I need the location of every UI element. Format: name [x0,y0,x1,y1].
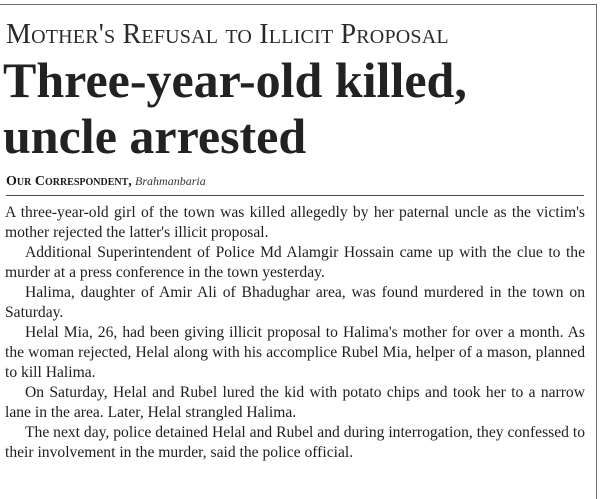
main-headline: Three-year-old killed, uncle arrested [3,52,467,164]
right-border-rule [596,4,597,499]
byline [6,173,206,190]
article-paragraph: Additional Superintendent of Police Md Alamgir Hossain came up with the clue to the murder at a press conference in the town yesterday. [5,244,585,281]
article-body [5,203,585,463]
article-paragraph: Helal Mia, 26, had been giving illicit proposal to Halima's mother for over a month. As the woman rejected, Helal along with his accomplice Rubel Mia, helper of a mason, planned to kill Halima. [5,324,585,381]
byline-correspondent: Our Correspondent, [6,174,132,189]
article-paragraph: Halima, daughter of Amir Ali of Bhadughar area, was found murdered in the town on Saturday. [5,284,585,321]
top-border-rule [0,4,596,5]
kicker-headline: Mother's Refusal to Illicit Proposal [6,19,449,50]
article-paragraph: On Saturday, Helal and Rubel lured the kid with potato chips and took her to a narrow lane in the area. Later, Helal strangled Halima. [5,384,585,421]
article-paragraph: A three-year-old girl of the town was killed allegedly by her paternal uncle as the victim's mother rejected the latter's illicit proposal. [5,204,585,241]
byline-location: Brahmanbaria [135,174,206,188]
byline-divider [6,195,584,196]
article-paragraph: The next day, police detained Helal and Rubel and during interrogation, they confessed to their involvement in the murder, said the police official. [5,424,585,461]
